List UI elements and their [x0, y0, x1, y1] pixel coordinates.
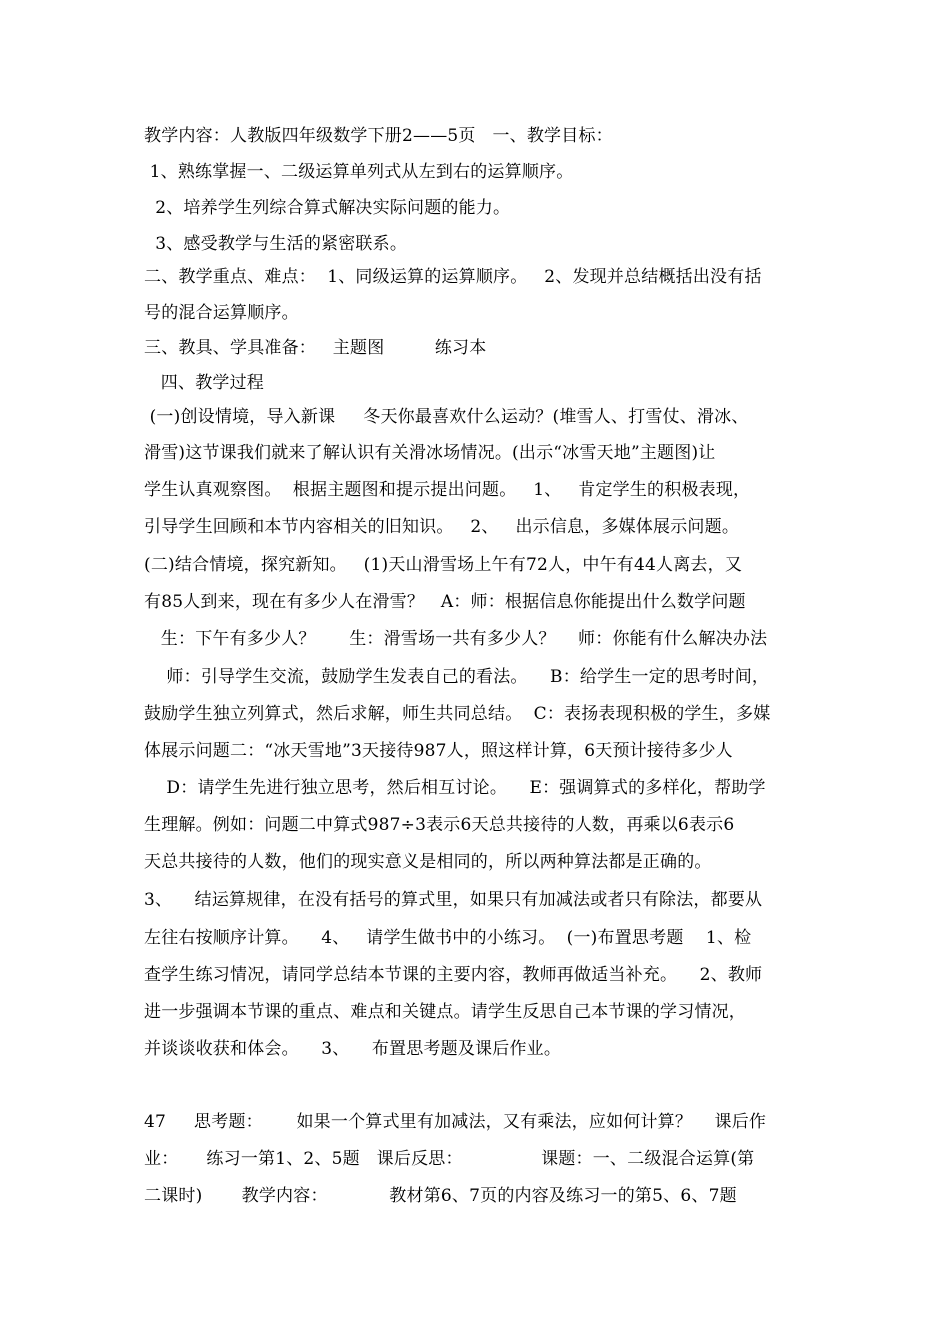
text-line: 滑雪)这节课我们就来了解认识有关滑冰场情况。(出示“冰雪天地”主题图)让: [144, 443, 716, 463]
text-line: 二、教学重点、难点： 1、同级运算的运算顺序。 2、发现并总结概括出没有括: [144, 267, 762, 287]
text-line: 生：下午有多少人？ 生：滑雪场一共有多少人？ 师：你能有什么解决办法: [144, 629, 768, 649]
text-line: 体展示问题二：“冰天雪地”3天接待987人，照这样计算，6天预计接待多少人: [144, 741, 733, 761]
text-line: 并谈谈收获和体会。 3、 布置思考题及课后作业。: [144, 1039, 562, 1059]
text-line: 四、教学过程: [144, 373, 265, 393]
text-line: 引导学生回顾和本节内容相关的旧知识。 2、 出示信息，多媒体展示问题。: [144, 517, 740, 537]
text-line: 二课时) 教学内容： 教材第6、7页的内容及练习一的第5、6、7题: [144, 1186, 737, 1206]
text-line: 左往右按顺序计算。 4、 请学生做书中的小练习。 (一)布置思考题 1、检: [144, 928, 752, 948]
text-line: 三、教具、学具准备： 主题图 练习本: [144, 338, 487, 358]
text-line: (一)创设情境，导入新课 冬天你最喜欢什么运动？(堆雪人、打雪仗、滑冰、: [144, 407, 749, 427]
text-line: 师：引导学生交流，鼓励学生发表自己的看法。 B：给学生一定的思考时间，: [144, 667, 770, 687]
text-line: D：请学生先进行独立思考，然后相互讨论。 E：强调算式的多样化，帮助学: [144, 778, 766, 798]
text-line: 生理解。例如：问题二中算式987÷3表示6天总共接待的人数，再乘以6表示6: [144, 815, 735, 835]
text-line: 2、培养学生列综合算式解决实际问题的能力。: [144, 198, 511, 218]
text-line: 进一步强调本节课的重点、难点和关键点。请学生反思自己本节课的学习情况，: [144, 1002, 746, 1022]
text-line: 查学生练习情况，请同学总结本节课的主要内容，教师再做适当补充。 2、教师: [144, 965, 763, 985]
text-line: 鼓励学生独立列算式，然后求解，师生共同总结。 C：表扬表现积极的学生，多媒: [144, 704, 771, 724]
text-line: 教学内容：人教版四年级数学下册2——5页 一、教学目标：: [144, 126, 613, 146]
text-line: 号的混合运算顺序。: [144, 303, 299, 323]
text-line: 47 思考题： 如果一个算式里有加减法，又有乘法，应如何计算？ 课后作: [144, 1112, 767, 1132]
text-line: 天总共接待的人数，他们的现实意义是相同的，所以两种算法都是正确的。: [144, 852, 712, 872]
text-line: 学生认真观察图。 根据主题图和提示提出问题。 1、 肯定学生的积极表现，: [144, 480, 751, 500]
text-line: 3、 结运算规律，在没有括号的算式里，如果只有加减法或者只有除法，都要从: [144, 890, 763, 910]
text-line: 1、熟练掌握一、二级运算单列式从左到右的运算顺序。: [144, 162, 574, 182]
text-line: (二)结合情境，探究新知。 (1)天山滑雪场上午有72人，中午有44人离去，又: [144, 555, 743, 575]
text-line: 有85人到来，现在有多少人在滑雪？ A：师：根据信息你能提出什么数学问题: [144, 592, 746, 612]
text-line: 3、感受教学与生活的紧密联系。: [144, 234, 408, 254]
text-line: 业： 练习一第1、2、5题 课后反思： 课题：一、二级混合运算(第: [144, 1149, 755, 1169]
